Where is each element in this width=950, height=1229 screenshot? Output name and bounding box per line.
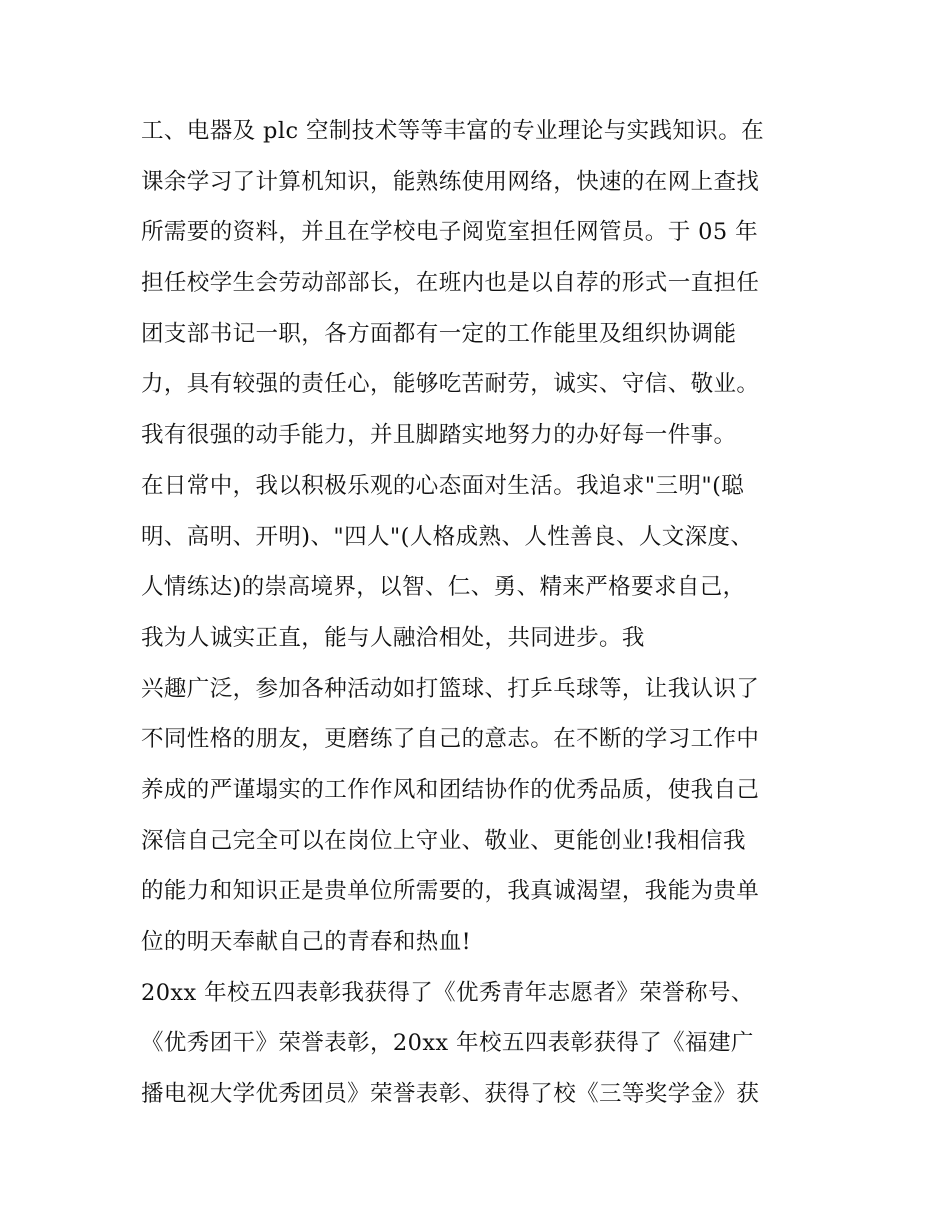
text-line: 养成的严谨塌实的工作作风和团结协作的优秀品质，使我自己 <box>141 776 760 803</box>
text-line: 所需要的资料，并且在学校电子阅览室担任网管员。于 05 年 <box>141 219 759 246</box>
body-text <box>141 106 821 1120</box>
text-line: 担任校学生会劳动部部长，在班内也是以自荐的形式一直担任 <box>141 270 760 297</box>
text-line: 的能力和知识正是贵单位所需要的，我真诚渴望，我能为贵单 <box>141 878 760 905</box>
text-line: 课余学习了计算机知识，能熟练使用网络，快速的在网上查找 <box>141 168 760 195</box>
text-line: 在日常中，我以积极乐观的心态面对生活。我追求"三明"(聪 <box>141 472 745 499</box>
text-line: 播电视大学优秀团员》荣誉表彰、获得了校《三等奖学金》获 <box>141 1081 760 1108</box>
text-line: 位的明天奉献自己的青春和热血! <box>141 929 472 955</box>
text-line: 力，具有较强的责任心，能够吃苦耐劳，诚实、守信、敬业。 <box>141 371 760 398</box>
text-line: 明、高明、开明)、"四人"(人格成熟、人性善良、人文深度、 <box>141 523 754 550</box>
text-line: 20xx 年校五四表彰我获得了《优秀青年志愿者》荣誉称号、 <box>141 979 754 1006</box>
text-line: 工、电器及 plc 空制技术等等丰富的专业理论与实践知识。在 <box>141 118 765 144</box>
text-line: 兴趣广泛，参加各种活动如打篮球、打乒乓球等，让我认识了 <box>141 675 760 702</box>
text-line: 深信自己完全可以在岗位上守业、敬业、更能创业!我相信我 <box>141 827 746 854</box>
text-line: 人情练达)的崇高境界，以智、仁、勇、精来严格要求自己， <box>141 574 746 601</box>
text-line: 我为人诚实正直，能与人融洽相处，共同进步。我 <box>141 624 645 651</box>
text-line: 团支部书记一职，各方面都有一定的工作能里及组织协调能 <box>141 320 737 347</box>
text-line: 《优秀团干》荣誉表彰，20xx 年校五四表彰获得了《福建广 <box>141 1030 754 1057</box>
text-line: 我有很强的动手能力，并且脚踏实地努力的办好每一件事。 <box>141 422 737 449</box>
text-line: 不同性格的朋友，更磨练了自己的意志。在不断的学习工作中 <box>141 726 760 753</box>
